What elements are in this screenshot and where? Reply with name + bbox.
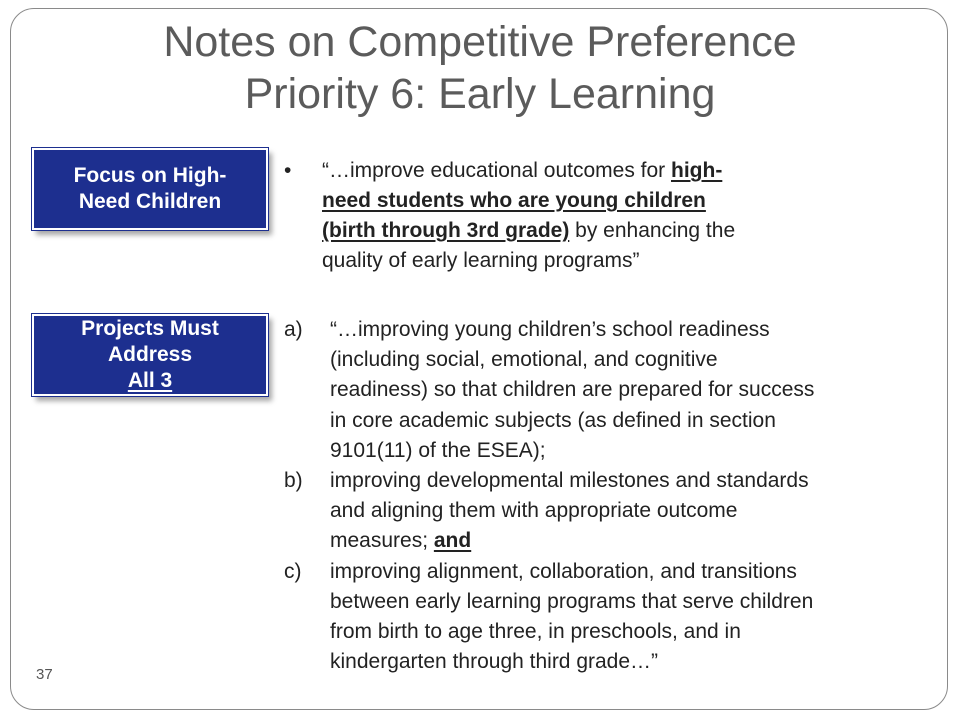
slide-title-line1: Notes on Competitive Preference (163, 18, 797, 66)
list-item-b-emph: and (433, 529, 472, 553)
list-item-b-line: improving developmental milestones and standards (330, 469, 809, 493)
bullet-icon: • (284, 159, 292, 182)
requirements-list (284, 315, 950, 677)
list-item-a-line: readiness) so that children are prepared for success (330, 378, 815, 402)
list-item-a-line: in core academic subjects (as defined in section (330, 408, 776, 432)
focus-quote-line3-emph: (birth through 3rd grade) (322, 219, 570, 242)
focus-quote-line3 (322, 216, 892, 246)
list-item-c-line: improving alignment, collaboration, and transitions (330, 559, 797, 583)
focus-quote-line1-emph: high- (671, 159, 723, 182)
list-item-a-line: 9101(11) of the ESEA); (330, 438, 546, 462)
list-item-c-line: between early learning programs that serve children (330, 589, 814, 613)
list-item-b-line: and aligning them with appropriate outcome (330, 499, 738, 523)
projects-label-line1: Projects Must (81, 317, 219, 340)
list-marker-c: c) (284, 559, 302, 583)
list-marker-a: a) (284, 318, 303, 341)
list-item-c-line: from birth to age three, in preschools, and in (330, 620, 741, 644)
focus-label-line2: Need Children (78, 190, 222, 213)
slide-title-line2: Priority 6: Early Learning (244, 70, 716, 118)
projects-label-line2 (108, 342, 192, 394)
focus-quote-line1 (322, 156, 892, 186)
focus-label-line1: Focus on High- (73, 164, 227, 187)
list-marker-b: b) (284, 469, 303, 493)
slide-title (0, 16, 960, 120)
focus-label-box (32, 148, 268, 230)
projects-label-box (32, 314, 268, 396)
focus-quote-line4: quality of early learning programs” (322, 249, 640, 272)
focus-quote-line3-text: by enhancing the (569, 219, 736, 242)
projects-label-underlined: All 3 (127, 369, 173, 392)
list-item-a-line: (including social, emotional, and cognitive (330, 348, 718, 372)
list-item-a (284, 315, 950, 466)
focus-quote-line1-text: “…improve educational outcomes for (322, 159, 671, 182)
projects-label-prefix: Address (107, 343, 193, 366)
list-item-a-line: “…improving young children’s school readiness (330, 318, 770, 341)
list-item-b-last-text: measures; (330, 529, 434, 553)
focus-quote-line2: need students who are young children (322, 189, 706, 212)
list-item-b (284, 466, 950, 557)
list-item-c (284, 557, 950, 678)
list-item-b-line (330, 526, 950, 556)
list-item-c-line: kindergarten through third grade…” (330, 650, 659, 674)
focus-quote-text (322, 156, 892, 276)
page-number: 37 (36, 666, 53, 683)
